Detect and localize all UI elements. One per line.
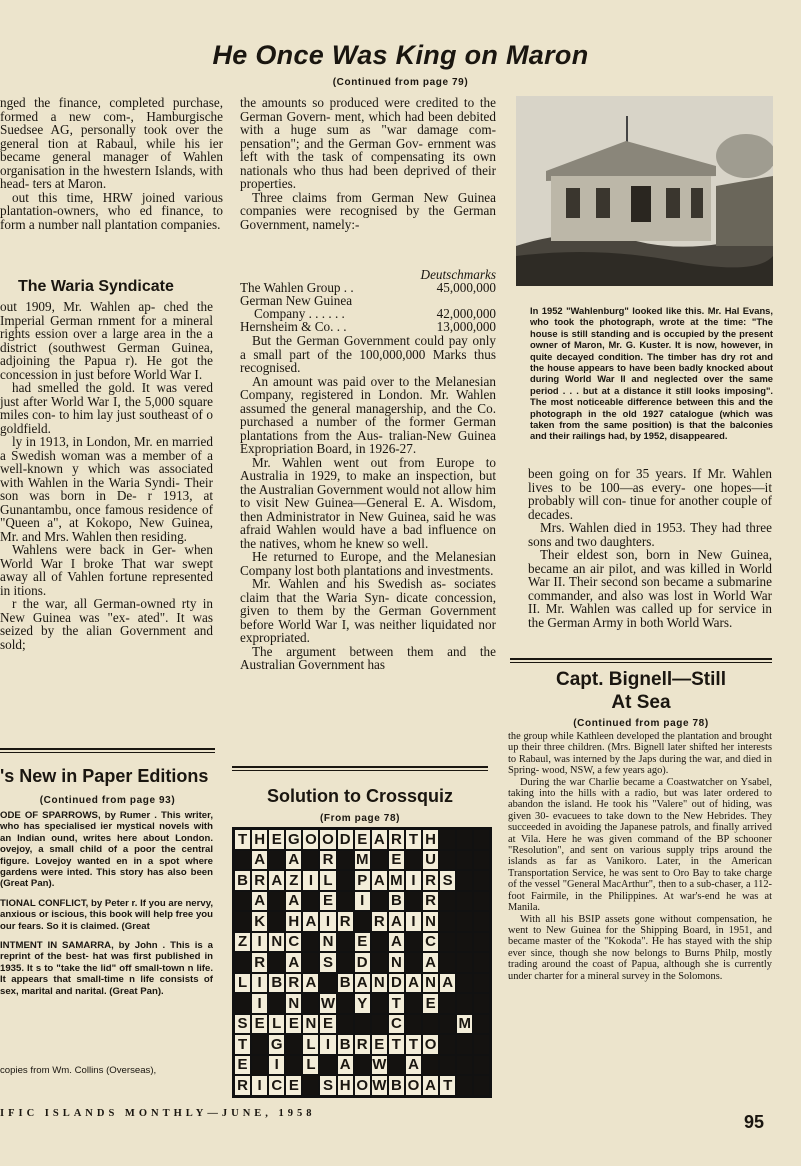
house-photo	[516, 96, 773, 286]
crossword-cell: E	[268, 829, 285, 850]
crossword-block	[473, 829, 490, 850]
crossword-block	[439, 1014, 456, 1035]
crossword-cell: U	[422, 850, 439, 871]
bignell-para: the group while Kathleen developed the plantation and brought up their three children. (Mrs. Bignell later shifted her interests to Rabaul, was interned by the Japs during the war, and died in Spring- wood, NSW, a few years ago).	[508, 731, 772, 777]
crossword-cell: E	[234, 1055, 251, 1076]
crossword-cell: I	[251, 973, 268, 994]
crossword-cell: Z	[285, 870, 302, 891]
paper-editions-list	[0, 810, 213, 1070]
crossword-grid	[232, 827, 492, 1098]
crossword-block	[456, 829, 473, 850]
crossword-block	[302, 932, 319, 953]
crossword-block	[473, 870, 490, 891]
col3-para: Mrs. Wahlen died in 1953. They had three sons and two daughters.	[528, 520, 772, 549]
crossword-cell: L	[302, 1034, 319, 1055]
crossword-block	[456, 973, 473, 994]
crossword-cell: N	[371, 973, 388, 994]
crossword-cell: L	[319, 870, 336, 891]
crossword-cell: A	[405, 973, 422, 994]
crossword-block	[302, 891, 319, 912]
crossword-cell: I	[405, 870, 422, 891]
footer-publication: IFIC ISLANDS MONTHLY—JUNE, 1958	[0, 1108, 316, 1119]
crossword-block	[371, 932, 388, 953]
crossword-cell: I	[268, 1055, 285, 1076]
bignell-continued: (Continued from page 78)	[573, 718, 709, 729]
crossword-cell: N	[319, 932, 336, 953]
crossword-block	[388, 1055, 405, 1076]
divider	[0, 748, 215, 750]
crossword-cell: L	[268, 1014, 285, 1035]
crossword-block	[354, 1055, 371, 1076]
crossword-cell: R	[422, 891, 439, 912]
crossword-block	[456, 1075, 473, 1096]
claim-name: German New Guinea	[240, 293, 353, 308]
crossword-cell: W	[320, 994, 336, 1012]
crossword-block	[456, 952, 473, 973]
col3-para: been going on for 35 years. If Mr. Wahlen lives to be 100—as every- one hopes—it probably will con- tinue for another couple of decades.	[528, 467, 772, 522]
crossword-cell: A	[285, 952, 302, 973]
crossword-cell: R	[251, 870, 268, 891]
col1-para: r the war, all German-owned rty in New Guinea was "ex- ated". It was seized by the alian Government and sold;	[0, 596, 213, 652]
crossword-cell: E	[319, 1014, 336, 1035]
paper-editions-continued: (Continued from page 93)	[39, 795, 176, 806]
col1-para: had smelled the gold. It was vered just after World War I, the 5,000 square miles con- to him lay just southeast of o goldfield.	[0, 380, 213, 436]
crossword-cell: E	[285, 1075, 302, 1096]
crossword-block	[268, 952, 285, 973]
col1-para: out 1909, Mr. Wahlen ap- ched the Imperial German rnment for a mineral rights ession over a large area in the a district (southwest German Guinea, adjoining the Papua r). He got the concession in just before World War I.	[0, 300, 213, 382]
crossword-cell: A	[439, 973, 456, 994]
crossword-cell: D	[388, 973, 405, 994]
crossword-cell: E	[251, 1014, 268, 1035]
crossword-cell: A	[285, 850, 302, 871]
col2-para: The argument between them and the Australian Government has	[240, 643, 496, 672]
bignell-title-line2: At Sea	[611, 692, 671, 713]
crossword-cell: K	[251, 911, 268, 932]
crossword-block	[439, 1034, 456, 1055]
crossword-block	[319, 1055, 336, 1076]
crossword-block	[473, 1055, 490, 1076]
crossword-cell: E	[371, 1034, 388, 1055]
crossword-block	[302, 952, 319, 973]
crossword-cell: H	[422, 829, 439, 850]
crossword-block	[405, 932, 422, 953]
column-2-bottom	[240, 334, 496, 760]
crossword-cell: W	[372, 1076, 387, 1094]
crossword-cell: A	[354, 973, 371, 994]
crossword-block	[473, 850, 490, 871]
crossword-cell: A	[371, 829, 388, 850]
col3-para: Their eldest son, born in New Guinea, became an air pilot, and was killed in World War II. Their second son became a submarine commander, and also was lost in World War II. Mr. Wahlen was called up for service in the German Army in both World Wars.	[528, 547, 772, 630]
column-3-text	[528, 467, 772, 657]
claims-table	[240, 281, 496, 333]
crossword-cell: S	[319, 1075, 336, 1096]
crossword-cell: E	[285, 1014, 302, 1035]
crossword-block	[456, 932, 473, 953]
col1-para: ly in 1913, in London, Mr. en married a Swedish woman was a member of a well-known y which was associated with Wahlen in the Waria Syndi- Their son was born in De- r 1913, at Gunantambu, once famous residence of "Queen a", at Kokopo, New Guinea, Mr. and Mrs. Wahlen then residing.	[0, 434, 213, 544]
crossword-block	[422, 1055, 439, 1076]
crossword-cell: A	[405, 1055, 422, 1076]
crossword-cell: D	[337, 829, 354, 850]
crossword-cell: S	[234, 1014, 251, 1035]
crossword-cell: A	[251, 891, 268, 912]
crossword-cell: M	[388, 870, 405, 891]
paper-editions-title: 's New in Paper Editions	[0, 766, 209, 786]
crossword-block	[302, 850, 319, 871]
crossword-cell: B	[268, 973, 285, 994]
crossword-block	[405, 891, 422, 912]
crossword-block	[473, 1075, 490, 1096]
crossword-cell: A	[337, 1055, 354, 1076]
bignell-para: With all his BSIP assets gone without compensation, he went to New Guinea for the Shipping Board, in 1951, and became master of the "Kokoda". He has stayed with the ship ever since, though she now belongs to Burns Philp, mostly trading around the coast of Papua, although she is currently under charter for a mineral survey in the Solomons.	[508, 913, 772, 982]
crossword-block	[337, 1014, 354, 1035]
crossword-cell: T	[234, 829, 251, 850]
claim-amount: 42,000,000	[436, 306, 496, 321]
crossword-block	[405, 850, 422, 871]
crossword-cell: P	[354, 870, 371, 891]
crossword-cell: I	[251, 1075, 268, 1096]
col1-para: Wahlens were back in Ger- when World War I broke That war swept away all of Vahlen fortune represented in itions.	[0, 542, 213, 598]
crossword-cell: A	[251, 850, 268, 871]
crossword-cell: H	[337, 1075, 354, 1096]
crossword-cell: B	[234, 870, 251, 891]
crossword-block	[268, 911, 285, 932]
col2-para: An amount was paid over to the Melanesian Company, registered in London. Mr. Wahlen assumed the general managership, and the Co. purchased a number of the former German plantations from the Aus- tralian-New Guinea Expropriation Board, in 1926-27.	[240, 373, 496, 456]
crossword-cell: A	[302, 973, 319, 994]
crossword-block	[371, 952, 388, 973]
crossword-block	[439, 911, 456, 932]
crossword-block	[337, 850, 354, 871]
crossword-block	[354, 911, 371, 932]
crossword-cell: E	[388, 850, 405, 871]
crossword-block	[371, 993, 388, 1014]
crossword-block	[234, 911, 251, 932]
crossword-block	[473, 1034, 490, 1055]
crossword-cell: R	[234, 1075, 251, 1096]
crossword-block	[302, 1075, 319, 1096]
crossword-block	[473, 993, 490, 1014]
page-title: He Once Was King on Maron	[212, 40, 589, 70]
crossword-block	[456, 850, 473, 871]
claim-name: Hernsheim & Co. . .	[240, 319, 347, 334]
crossword-block	[405, 1014, 422, 1035]
crossword-cell: O	[302, 829, 319, 850]
claim-amount: 13,000,000	[436, 319, 496, 334]
crossword-cell: G	[285, 829, 302, 850]
crossword-cell: T	[388, 993, 405, 1014]
crossword-cell: A	[285, 891, 302, 912]
crossword-cell: A	[388, 911, 405, 932]
crossword-block	[405, 993, 422, 1014]
crossword-cell: R	[388, 829, 405, 850]
crossword-block	[234, 993, 251, 1014]
crossword-block	[251, 1055, 268, 1076]
crossword-block	[473, 891, 490, 912]
col2-para: Three claims from German New Guinea companies were recognised by the German Government, namely:-	[240, 189, 496, 232]
col2-para: Mr. Wahlen and his Swedish as- sociates claim that the Waria Syn- dicate concession, given to them by the German Government before World War I, was neither liquidated nor expropriated.	[240, 576, 496, 645]
crossword-cell: M	[354, 850, 371, 871]
crossword-cell: C	[422, 932, 439, 953]
page-number: 95	[744, 1112, 765, 1132]
crossquiz-from-page: (From page 78)	[319, 813, 401, 824]
crossword-block	[439, 952, 456, 973]
crossword-block	[371, 850, 388, 871]
crossword-cell: L	[234, 973, 251, 994]
list-item: INTMENT IN SAMARRA, by John . This is a reprint of the best- hat was first published in 1935. It s to "take the lid" off small-town n life. It appears that small-time n life consists of sex, marital and narital. (Great Pan).	[0, 940, 213, 997]
crossword-cell: R	[337, 911, 354, 932]
divider	[0, 752, 215, 753]
crossword-cell: D	[354, 952, 371, 973]
crossword-block	[439, 932, 456, 953]
paper-editions-footer-note: copies from Wm. Collins (Overseas),	[0, 1065, 157, 1076]
crossword-cell: A	[268, 870, 285, 891]
crossword-cell: O	[405, 1075, 422, 1096]
photo-caption: In 1952 "Wahlenburg" looked like this. Mr. Hal Evans, who took the photograph, wrote at the time: "The house is still standing and is occupied by the present owner of Maron, Mr. G. Kuster. It is now, however, in quite decayed condition. The timber has dry rot and the house appears to have been badly knocked about during World War II and neglected over the same period . . . but at a distance it still looks imposing". The most noticeable difference between this and the photograph in the old 1927 catalogue (which was taken from the same position) is that the balconies and their railings had, by 1952, disappeared.	[530, 305, 773, 442]
crossword-cell: I	[354, 891, 371, 912]
crossword-cell: I	[302, 870, 319, 891]
crossword-cell: N	[285, 993, 302, 1014]
crossword-cell: O	[354, 1075, 371, 1096]
crossword-block	[251, 1034, 268, 1055]
crossword-cell: E	[354, 829, 371, 850]
crossword-cell: N	[388, 952, 405, 973]
crossword-cell: N	[302, 1014, 319, 1035]
crossword-cell: G	[268, 1034, 285, 1055]
crossword-cell: C	[268, 1075, 285, 1096]
crossword-block	[456, 891, 473, 912]
crossword-cell: T	[405, 829, 422, 850]
crossword-cell: R	[354, 1034, 371, 1055]
bignell-text	[508, 731, 772, 1099]
col1-para: nged the finance, completed purchase, formed a new com-, Hamburgische Suedsee AG, personally took over the general tion at Rabaul, while his ier became general manager of Wahlen organisation in the hwestern Islands, with head- ters at Maron.	[0, 96, 223, 191]
crossword-cell: T	[388, 1034, 405, 1055]
crossword-block	[268, 993, 285, 1014]
column-2-top	[240, 96, 496, 266]
crossword-block	[268, 891, 285, 912]
crossword-cell: B	[337, 1034, 354, 1055]
claim-amount: 45,000,000	[436, 280, 496, 295]
column-1-top	[0, 96, 223, 266]
crossword-cell: A	[422, 1075, 439, 1096]
crossword-block	[285, 1034, 302, 1055]
divider	[510, 662, 772, 663]
crossword-cell: B	[388, 1075, 405, 1096]
crossword-block	[422, 1014, 439, 1035]
bignell-title	[510, 668, 772, 714]
crossword-block	[473, 932, 490, 953]
bignell-title-line1: Capt. Bignell—Still	[556, 669, 726, 690]
crossword-cell: R	[319, 850, 336, 871]
crossword-cell: Y	[354, 993, 371, 1014]
bignell-para: During the war Charlie became a Coastwatcher on Ysabel, taking into the hills with a radio, but was later ordered to abandon the island. He took his "Valere" out of hiding, was given 30- evacuees to take down to the New Hebrides. They succeeded in avoiding the Japanese patrols, and finally arrived at Vila. Here he was given command of the BP schooner "Resolution", and sent on various supply trips around the islands as far as Vanikoro. Later, in the American Transportation Service, he was sent to Oro Bay to take charge of the vessel "General MacArthur", then to a sub-chaser, a 112-foot Fairmile, in the Philippines. At war's-end he was at Manila.	[508, 776, 772, 914]
crossword-block	[456, 1055, 473, 1076]
crossword-block	[337, 993, 354, 1014]
crossword-cell: H	[251, 829, 268, 850]
crossword-block	[319, 973, 336, 994]
column-1-bottom	[0, 300, 213, 740]
crossword-block	[456, 911, 473, 932]
crossword-cell: A	[388, 932, 405, 953]
crossword-cell: H	[285, 911, 302, 932]
crossword-cell: A	[371, 870, 388, 891]
crossword-cell: T	[234, 1034, 251, 1055]
crossword-cell: I	[319, 1034, 336, 1055]
crossword-block	[473, 973, 490, 994]
crossword-cell: B	[388, 891, 405, 912]
crossword-block	[456, 1034, 473, 1055]
crossword-cell: I	[319, 911, 336, 932]
crossword-block	[439, 891, 456, 912]
crossword-block	[405, 952, 422, 973]
crossword-cell: B	[337, 973, 354, 994]
crossword-block	[371, 891, 388, 912]
crossword-cell: T	[405, 1034, 422, 1055]
crossword-cell: N	[268, 932, 285, 953]
crossword-block	[371, 1014, 388, 1035]
crossword-block	[439, 993, 456, 1014]
crossword-cell: E	[319, 891, 336, 912]
crossword-cell: S	[319, 952, 336, 973]
list-item: ODE OF SPARROWS, by Rumer . This writer, who has specialised ier mystical novels with an Indian ound, writes here about London. ovejoy, a small child of a poor the central figure. Lovejoy wanted en in a spot where gardens were inted. This story has also been (Great Pan).	[0, 810, 213, 890]
house-photo-image	[516, 96, 773, 286]
crossword-block	[439, 850, 456, 871]
crossword-cell: E	[422, 993, 439, 1014]
col1-para: out this time, HRW joined various plantation-owners, who ed finance, to form a number nall plantation companies.	[0, 189, 223, 232]
crossword-block	[337, 952, 354, 973]
crossword-block	[439, 829, 456, 850]
crossword-cell: N	[422, 973, 439, 994]
table-row	[240, 320, 496, 333]
crossword-block	[337, 891, 354, 912]
crossword-cell: W	[372, 1056, 387, 1074]
divider	[510, 658, 772, 660]
crossword-cell: T	[439, 1075, 456, 1096]
crossword-cell: A	[302, 911, 319, 932]
col2-para: Mr. Wahlen went out from Europe to Australia in 1929, to make an inspection, but the Australian Government would not allow him to visit New Guinea—General E. A. Wisdom, then Administrator in New Guinea, said he was afraid Wahlen would have a bad influence on the natives, whom he knew so well.	[240, 454, 496, 551]
crossword-cell: I	[251, 993, 268, 1014]
crossword-block	[456, 870, 473, 891]
crossword-cell: M	[456, 1014, 473, 1035]
claims-header: Deutschmarks	[420, 267, 496, 282]
claim-name: The Wahlen Group . .	[240, 280, 354, 295]
crossword-block	[285, 1055, 302, 1076]
claim-name: Company . . . . . .	[254, 306, 345, 321]
crossword-cell: S	[439, 870, 456, 891]
crossword-block	[337, 870, 354, 891]
crossword-block	[439, 1055, 456, 1076]
crossword-cell: N	[422, 911, 439, 932]
col2-para: He returned to Europe, and the Melanesian Company lost both plantations and investments.	[240, 549, 496, 578]
crossword-cell: C	[388, 1014, 405, 1035]
crossword-block	[473, 1014, 490, 1035]
crossword-block	[302, 993, 319, 1014]
crossword-cell: I	[405, 911, 422, 932]
crossword-block	[268, 850, 285, 871]
crossword-cell: R	[285, 973, 302, 994]
crossword-block	[234, 891, 251, 912]
crossword-cell: O	[319, 829, 336, 850]
crossword-block	[337, 932, 354, 953]
crossword-cell: O	[422, 1034, 439, 1055]
crossword-cell: R	[422, 870, 439, 891]
crossword-block	[234, 850, 251, 871]
section-title-waria: The Waria Syndicate	[18, 278, 174, 295]
col2-para: But the German Government could pay only a small part of the 100,000,000 Marks thus recognised.	[240, 334, 496, 375]
title-continued-note: (Continued from page 79)	[332, 77, 469, 88]
divider	[232, 766, 488, 768]
crossword-block	[473, 911, 490, 932]
crossword-cell: A	[422, 952, 439, 973]
crossquiz-title: Solution to Crossquiz	[267, 786, 453, 806]
crossword-cell: Z	[234, 932, 251, 953]
crossword-cell: R	[371, 911, 388, 932]
crossword-cell: R	[251, 952, 268, 973]
crossword-block	[473, 952, 490, 973]
crossword-block	[456, 993, 473, 1014]
list-item: TIONAL CONFLICT, by Peter r. If you are nervy, anxious or iscious, this book will help free you our fears. So it is claimed. (Great	[0, 897, 213, 932]
crossword-block	[234, 952, 251, 973]
crossword-cell: C	[285, 932, 302, 953]
col2-para: the amounts so produced were credited to the German Govern- ment, which had been debited with a huge sum as "war damage com- pensation"; and the German Gov- ernment was left with the task of compensating its own nationals who thus had been deprived of their properties.	[240, 96, 496, 191]
crossword-cell: L	[302, 1055, 319, 1076]
crossword-block	[354, 1014, 371, 1035]
crossword-cell: E	[354, 932, 371, 953]
crossword-cell: I	[251, 932, 268, 953]
divider	[232, 770, 488, 771]
